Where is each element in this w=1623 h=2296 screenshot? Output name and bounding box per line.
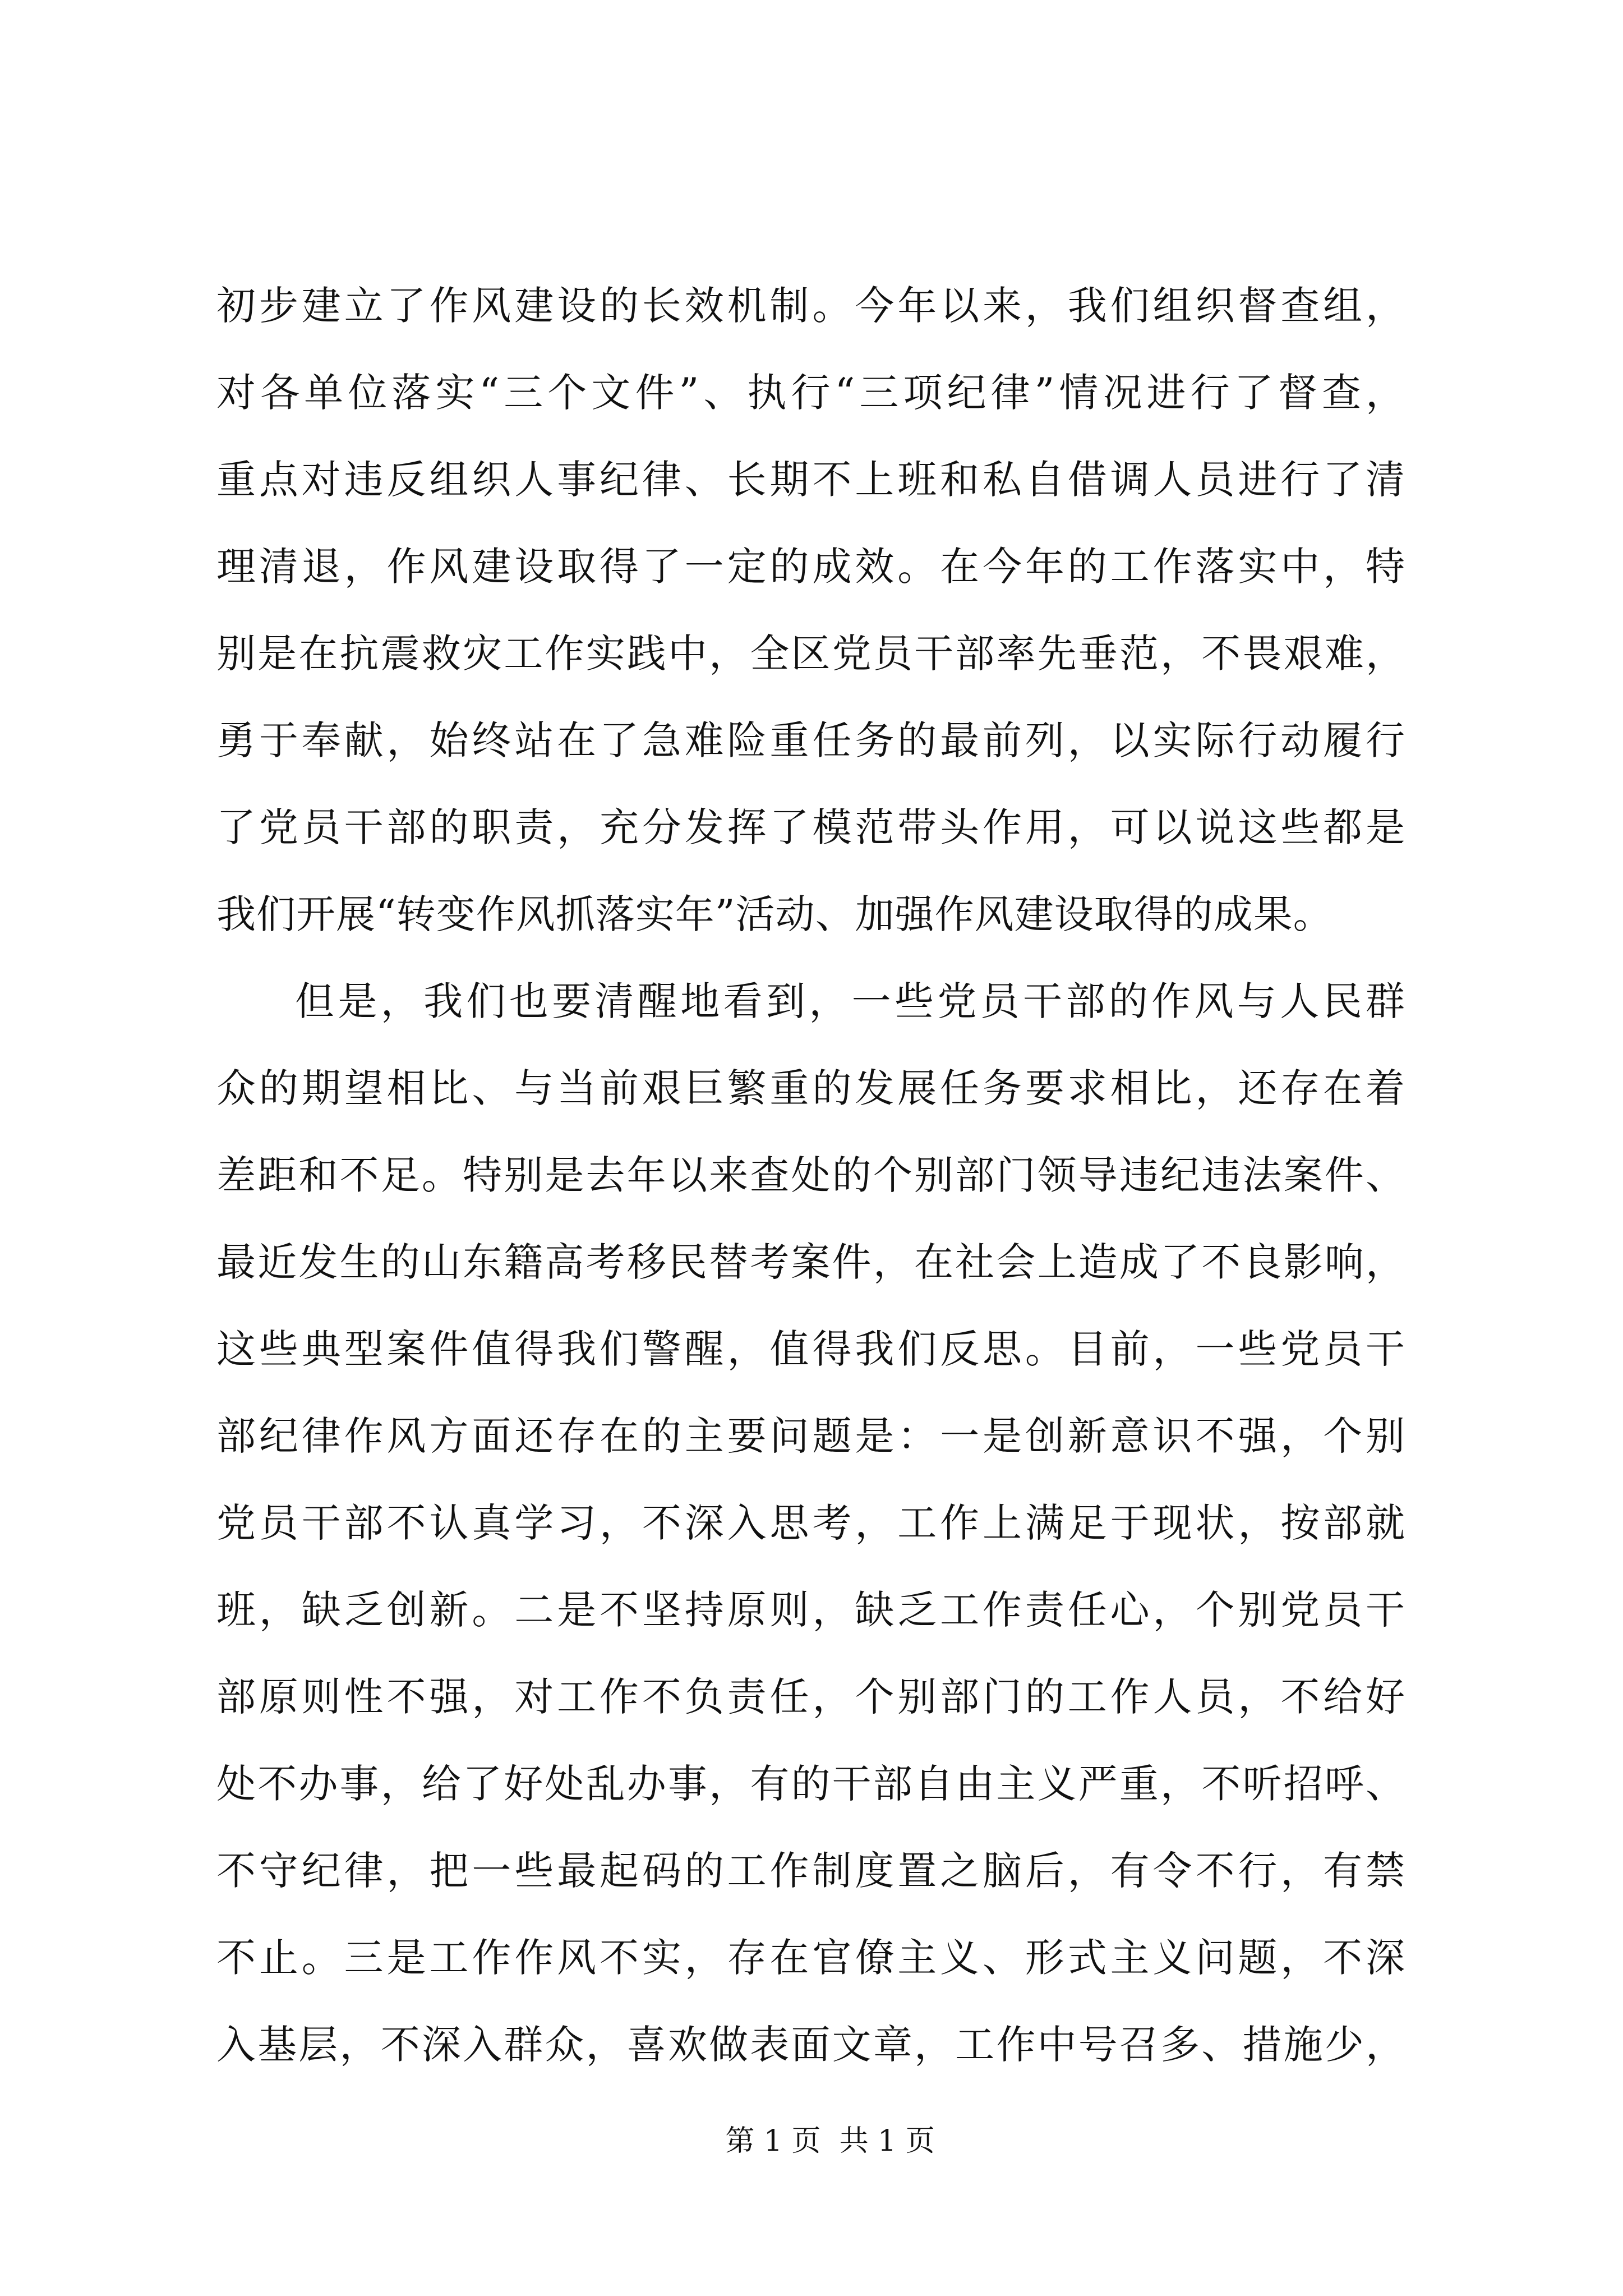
text-line: 别是在抗震救灾工作实践中，全区党员干部率先垂范，不畏艰难， — [216, 631, 1405, 677]
text-line: 入基层，不深入群众，喜欢做表面文章，工作中号召多、措施少， — [216, 2022, 1405, 2068]
page-footer — [0, 2082, 1623, 2200]
text-line: 对各单位落实“三个文件”、执行“三项纪律”情况进行了督查， — [216, 370, 1405, 416]
text-line: 勇于奉献，始终站在了急难险重任务的最前列，以实际行动履行 — [216, 717, 1405, 763]
text-line: 部原则性不强，对工作不负责任，个别部门的工作人员，不给好 — [216, 1674, 1405, 1720]
text-line: 重点对违反组织人事纪律、长期不上班和私自借调人员进行了清 — [216, 457, 1405, 503]
text-line: 班，缺乏创新。二是不坚持原则，缺乏工作责任心，个别党员干 — [216, 1587, 1405, 1633]
text-line: 理清退，作风建设取得了一定的成效。在今年的工作落实中，特 — [216, 544, 1405, 590]
text-line: 处不办事，给了好处乱办事，有的干部自由主义严重，不听招呼、 — [216, 1761, 1405, 1807]
text-line: 差距和不足。特别是去年以来查处的个别部门领导违纪违法案件、 — [216, 1152, 1405, 1198]
text-line: 党员干部不认真学习，不深入思考，工作上满足于现状，按部就 — [216, 1500, 1405, 1546]
text-line: 最近发生的山东籍高考移民替考案件，在社会上造成了不良影响， — [216, 1239, 1405, 1285]
text-line: 众的期望相比、与当前艰巨繁重的发展任务要求相比，还存在着 — [216, 1065, 1405, 1111]
document-body — [216, 263, 1405, 2088]
text-line: 初步建立了作风建设的长效机制。今年以来，我们组织督查组， — [216, 283, 1405, 329]
text-line: 不守纪律，把一些最起码的工作制度置之脑后，有令不行，有禁 — [216, 1848, 1405, 1894]
text-line: 这些典型案件值得我们警醒，值得我们反思。目前，一些党员干 — [216, 1326, 1405, 1372]
text-line: 部纪律作风方面还存在的主要问题是：一是创新意识不强，个别 — [216, 1413, 1405, 1459]
page-number-label: 第 1 页 共 1 页 — [725, 2124, 935, 2158]
text-line: 我们开展“转变作风抓落实年”活动、加强作风建设取得的成果。 — [216, 891, 1333, 937]
text-line: 但是，我们也要清醒地看到，一些党员干部的作风与人民群 — [295, 978, 1405, 1024]
text-line: 不止。三是工作作风不实，存在官僚主义、形式主义问题，不深 — [216, 1935, 1405, 1981]
text-line: 了党员干部的职责，充分发挥了模范带头作用，可以说这些都是 — [216, 804, 1405, 850]
